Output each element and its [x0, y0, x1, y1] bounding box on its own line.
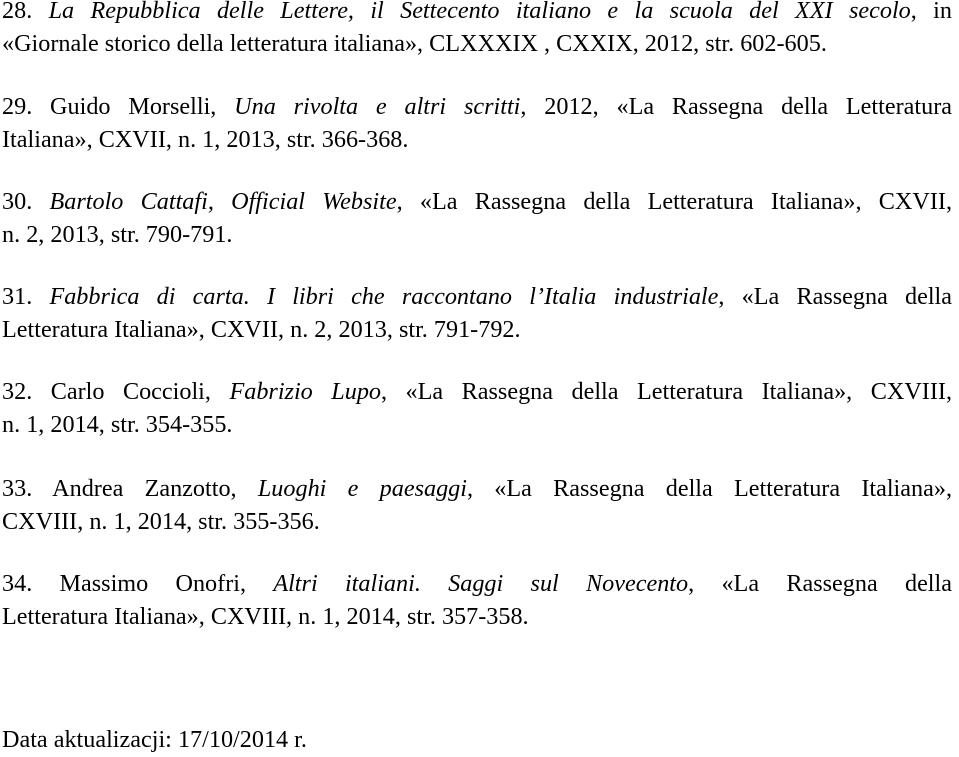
bibliography-entry-28 [2, 0, 952, 60]
bibliography-entry-30 [2, 185, 952, 251]
entry-line-2: n. 2, 2013, str. 790-791. [2, 221, 233, 248]
entry-line-1: 29. Guido Morselli, Una rivolta e altri scritti, 2012, «La Rassegna della Letteratura [2, 93, 952, 120]
entry-line-2: Letteratura Italiana», CXVIII, n. 1, 2014, str. 357-358. [2, 603, 529, 630]
entry-line-1: 33. Andrea Zanzotto, Luoghi e paesaggi, «La Rassegna della Letteratura Italiana», [2, 475, 952, 502]
entry-line-2: CXVIII, n. 1, 2014, str. 355-356. [2, 508, 320, 535]
entry-line-1: 34. Massimo Onofri, Altri italiani. Saggi sul Novecento, «La Rassegna della [2, 570, 952, 597]
bibliography-entry-33 [2, 472, 952, 538]
entry-line-1: 31. Fabbrica di carta. I libri che raccontano l’Italia industriale, «La Rassegna della [2, 283, 953, 310]
last-updated-date: Data aktualizacji: 17/10/2014 r. [2, 726, 307, 753]
bibliography-entry-34 [2, 567, 952, 633]
bibliography-entry-29 [2, 90, 952, 156]
entry-line-2: n. 1, 2014, str. 354-355. [2, 411, 233, 438]
entry-line-2: Letteratura Italiana», CXVII, n. 2, 2013, str. 791-792. [2, 316, 521, 343]
bibliography-entry-32 [2, 375, 952, 441]
entry-line-2: Italiana», CXVII, n. 1, 2013, str. 366-368. [2, 126, 409, 153]
entry-line-2: «Giornale storico della letteratura italiana», CLXXXIX , CXXIX, 2012, str. 602-605. [2, 30, 827, 57]
bibliography-entry-31 [2, 280, 952, 346]
entry-line-1: 28. La Repubblica delle Lettere, il Settecento italiano e la scuola del XXI secolo, in [2, 0, 952, 24]
entry-line-1: 32. Carlo Coccioli, Fabrizio Lupo, «La Rassegna della Letteratura Italiana», CXVIII, [2, 378, 952, 405]
entry-line-1: 30. Bartolo Cattafi, Official Website, «La Rassegna della Letteratura Italiana», CXVII, [2, 188, 953, 215]
